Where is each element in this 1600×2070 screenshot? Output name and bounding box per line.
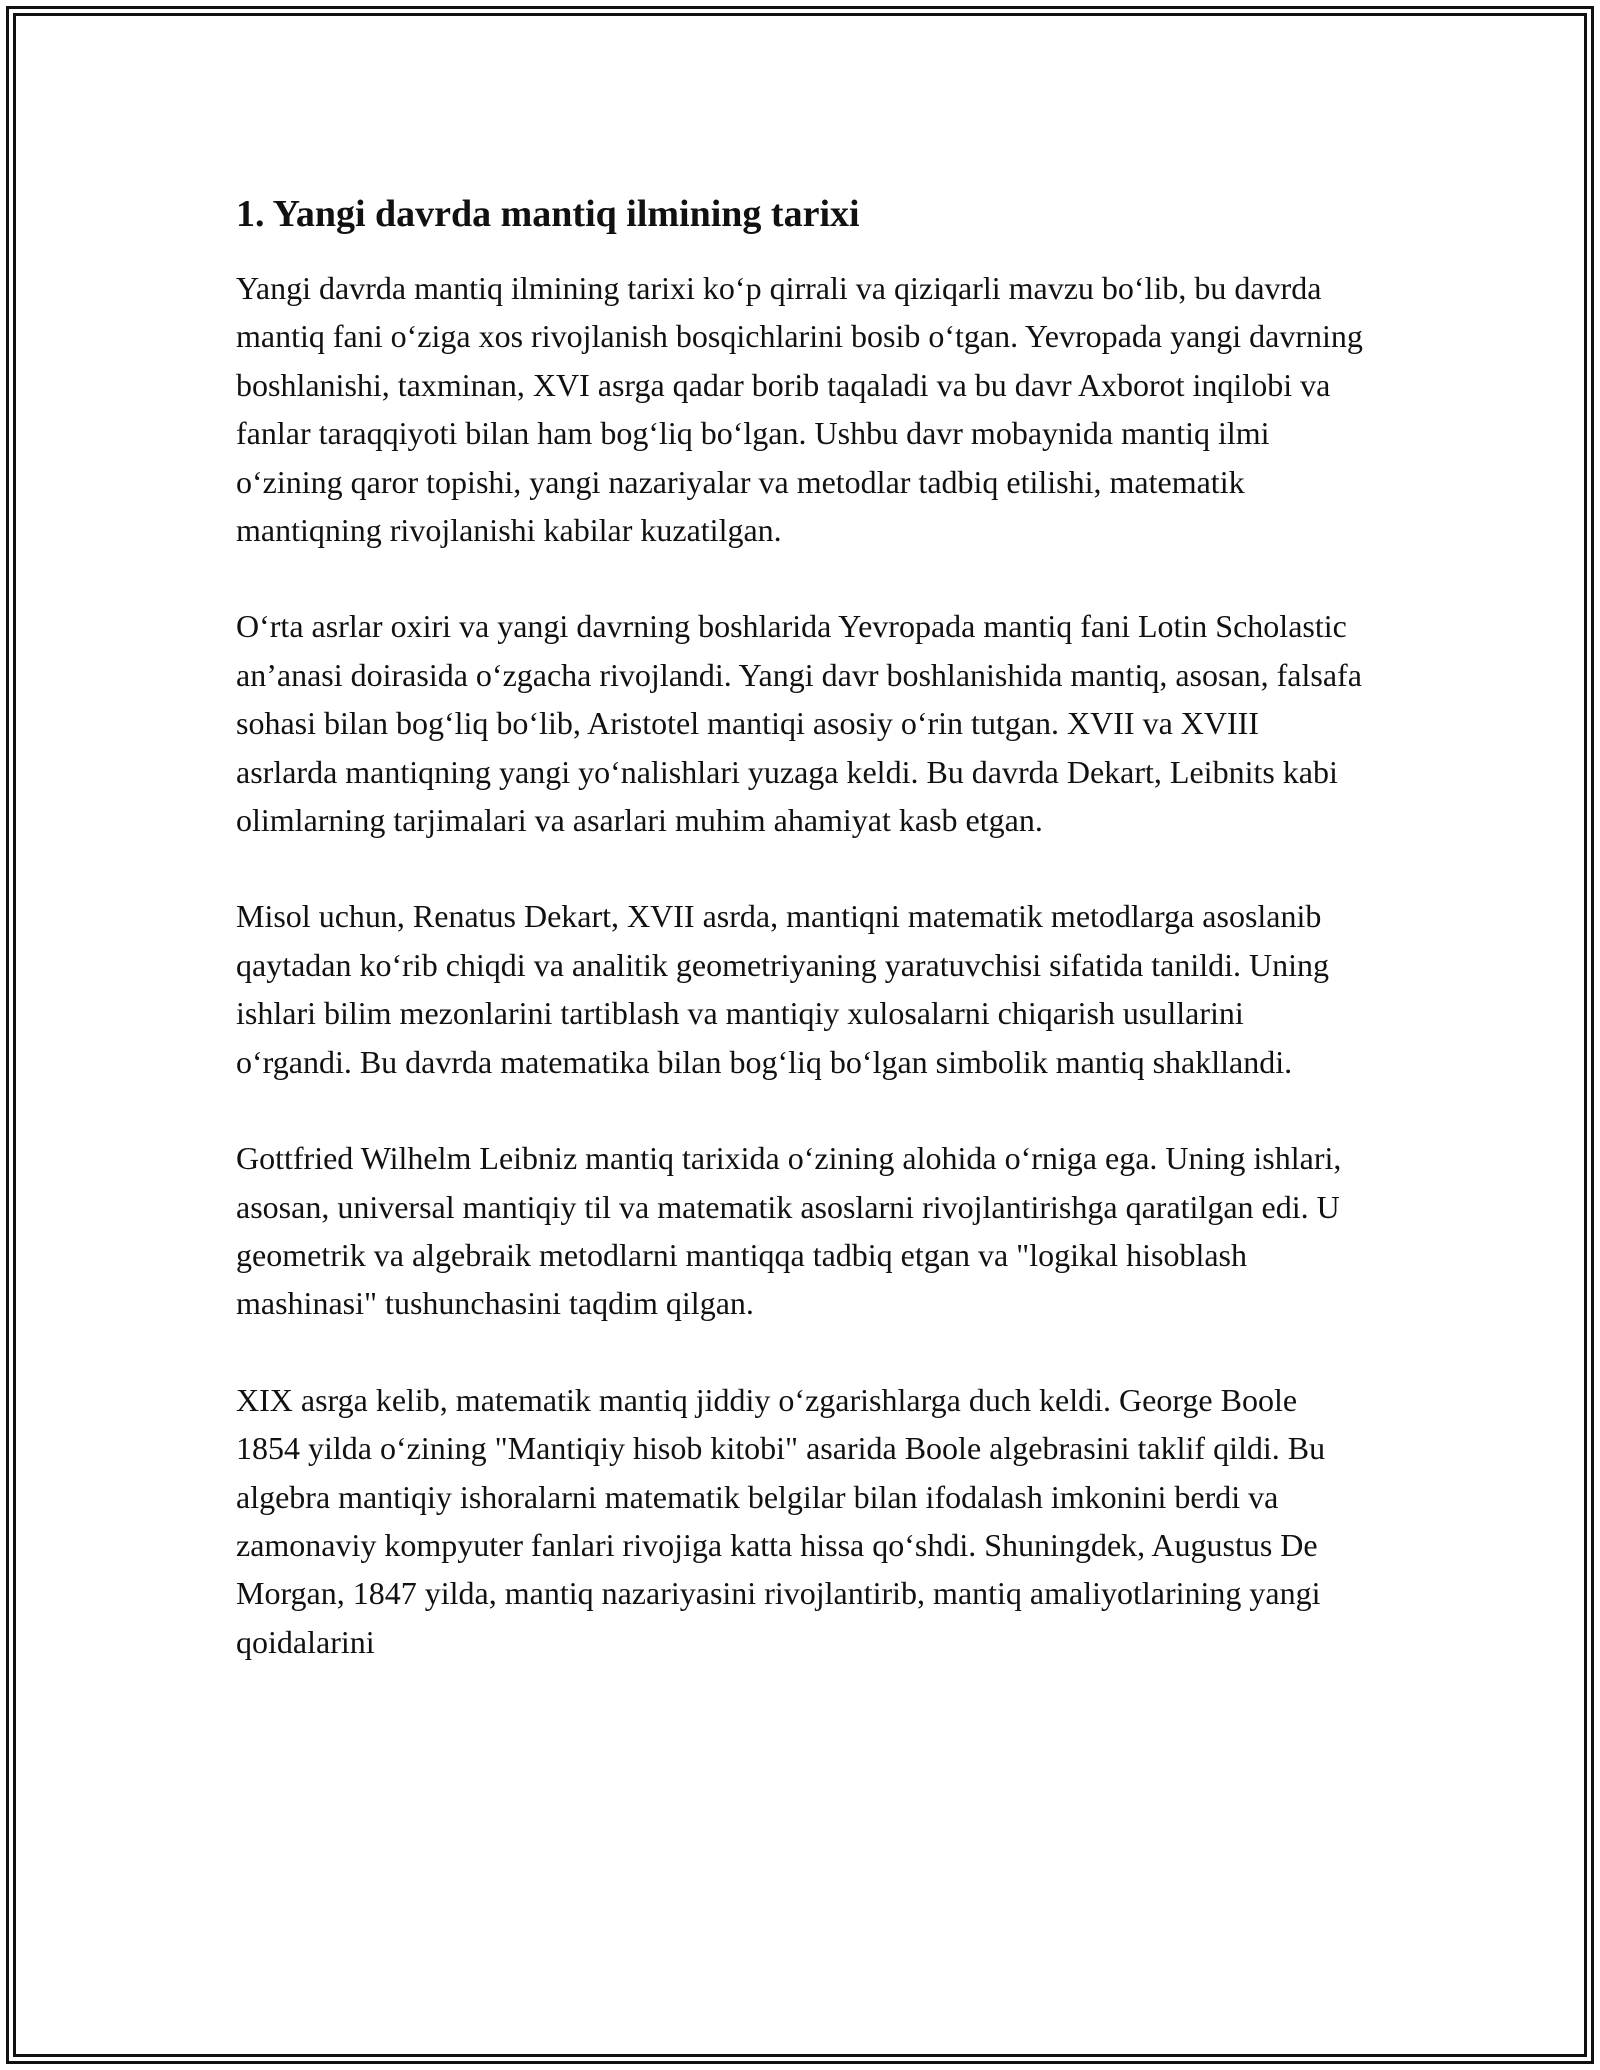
paragraph-2: O‘rta asrlar oxiri va yangi davrning boshlarida Yevropada mantiq fani Lotin Scholastic an’anasi doirasida o‘zgacha rivojlandi. Yangi davr boshlanishida mantiq, asosan, falsafa sohasi bilan bog‘liq bo‘lib, Aristotel mantiqi asosiy o‘rin tutgan. XVII va XVIII asrlarda mantiqning yangi yo‘nalishlari yuzaga keldi. Bu davrda Dekart, Leibnits kabi olimlarning tarjimalari va asarlari muhim ahamiyat kasb etgan. [236,608,1362,839]
section-heading: 1. Yangi davrda mantiq ilmining tarixi [236,193,860,235]
paragraph-3: Misol uchun, Renatus Dekart, XVII asrda, mantiqni matematik metodlarga asoslanib qaytadan ko‘rib chiqdi va analitik geometriyaning yaratuvchisi sifatida tanildi. Uning ishlari bilim mezonlarini tartiblash va mantiqiy xulosalarni chiqarish usullarini o‘rgandi. Bu davrda matematika bilan bog‘liq bo‘lgan simbolik mantiq shakllandi. [236,898,1330,1080]
paragraph-4: Gottfried Wilhelm Leibniz mantiq tarixida o‘zining alohida o‘rniga ega. Uning ishlari, asosan, universal mantiqiy til va matematik asoslarni rivojlantirishga qaratilgan edi. U geometrik va algebraik metodlarni mantiqqa tadbiq etgan va "logikal hisoblash mashinasi" tushunchasini taqdim qilgan. [236,1140,1342,1322]
paragraph-5: XIX asrga kelib, matematik mantiq jiddiy o‘zgarishlarga duch keldi. George Boole 1854 yilda o‘zining "Mantiqiy hisob kitobi" asarida Boole algebrasini taklif qildi. Bu algebra mantiqiy ishoralarni matematik belgilar bilan ifodalash imkonini berdi va zamonaviy kompyuter fanlari rivojiga katta hissa qo‘shdi. Shuningdek, Augustus De Morgan, 1847 yilda, mantiq nazariyasini rivojlantirib, mantiq amaliyotlarining yangi qoidalarini [236,1381,1326,1660]
paragraph-1: Yangi davrda mantiq ilmining tarixi ko‘p qirrali va qiziqarli mavzu bo‘lib, bu davrda mantiq fani o‘ziga xos rivojlanish bosqichlarini bosib o‘tgan. Yevropada yangi davrning boshlanishi, taxminan, XVI asrga qadar borib taqaladi va bu davr Axborot inqilobi va fanlar taraqqiyoti bilan ham bog‘liq bo‘lgan. Ushbu davr mobaynida mantiq ilmi o‘zining qaror topishi, yangi nazariyalar va metodlar tadbiq etilishi, matematik mantiqning rivojlanishi kabilar kuzatilgan. [236,270,1363,549]
document-page [236,184,1366,1714]
